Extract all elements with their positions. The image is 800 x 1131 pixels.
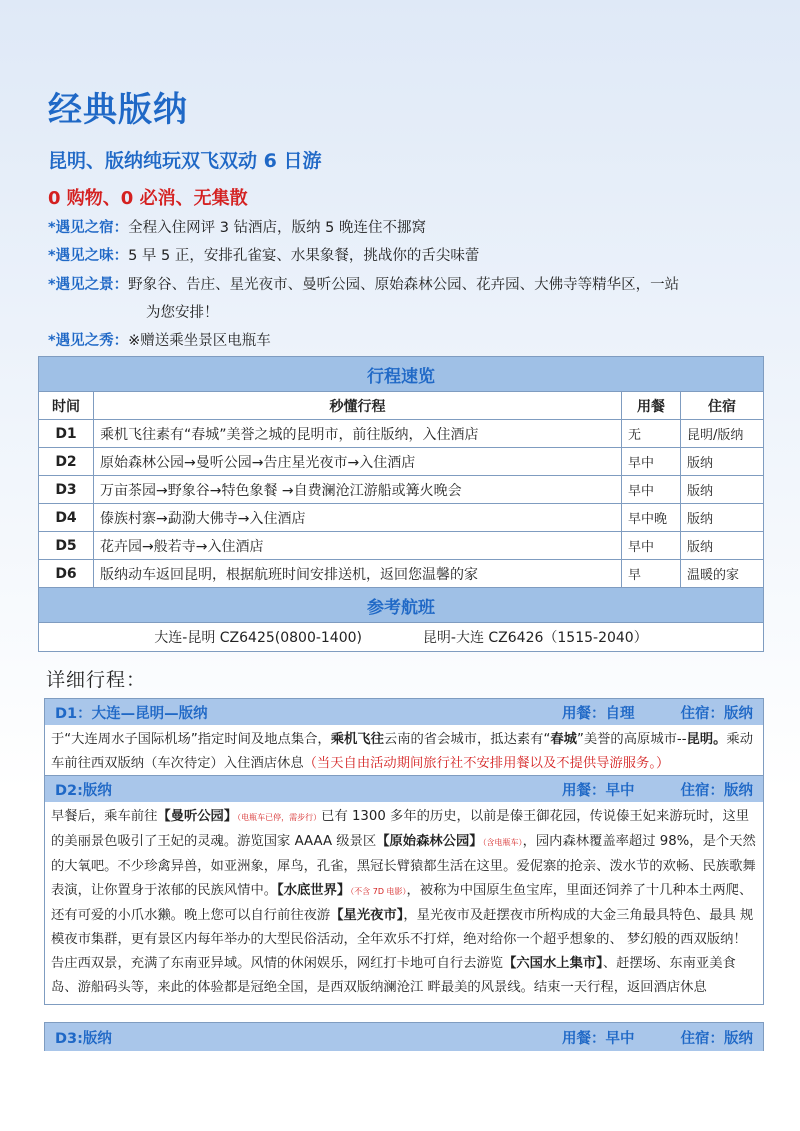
table-row	[39, 448, 764, 476]
row-day: D4	[39, 504, 94, 532]
text: ”美誉的高原城市--	[576, 732, 687, 747]
highlight-food	[48, 245, 768, 267]
highlight-stay	[48, 217, 768, 239]
row-route: 花卉园→般若寺→入住酒店	[94, 532, 622, 560]
note-text: （不含 7D 电影）	[350, 887, 407, 896]
flights-info	[39, 623, 764, 652]
row-route: 原始森林公园→曼听公园→告庄星光夜市→入住酒店	[94, 448, 622, 476]
row-stay: 版纳	[681, 476, 764, 504]
row-day: D1	[39, 420, 94, 448]
row-meal: 早中	[622, 476, 681, 504]
text-bold: 【水底世界】	[277, 883, 351, 898]
day-2-header	[45, 776, 763, 802]
highlight-text: 野象谷、告庄、星光夜市、曼听公园、原始森林公园、花卉园、大佛寺等精华区，一站	[128, 277, 680, 293]
table-row	[39, 532, 764, 560]
text-bold: 【曼听公园】	[157, 809, 238, 824]
day-stay: 住宿：版纳	[680, 705, 753, 722]
highlight-key: *遇见之味：	[48, 248, 129, 264]
row-stay: 昆明/版纳	[681, 420, 764, 448]
day-meal: 用餐：自理	[562, 705, 635, 722]
highlight-text: 5 早 5 正，安排孔雀宴、水果象餐，挑战你的舌尖味蕾	[128, 248, 480, 264]
row-meal: 早中	[622, 448, 681, 476]
flights-title: 参考航班	[39, 588, 764, 623]
row-route: 傣族村寨→勐泐大佛寺→入住酒店	[94, 504, 622, 532]
row-meal: 无	[622, 420, 681, 448]
text: 已有 1300 多年的历史，以前是傣王御花园，传说傣王妃来游玩时，这里的美丽景色吸引了王妃的灵魂。游览国家 AAAA 级景区	[51, 809, 750, 849]
row-stay: 版纳	[681, 532, 764, 560]
page-subtitle: 昆明、版纳纯玩双飞双动 6 日游	[48, 150, 322, 172]
day-3-header	[45, 1023, 763, 1051]
row-day: D3	[39, 476, 94, 504]
day-2-section	[44, 775, 764, 1005]
itinerary-table	[38, 356, 764, 652]
text: 、赶摆场、东南亚美食岛、游船码头等，来此的体验都是冠绝全国，是西双版纳澜沧江 畔最美的风景线。结束一天行程，返回酒店休息	[51, 956, 736, 995]
day-1-section	[44, 698, 764, 781]
row-meal: 早中	[622, 532, 681, 560]
col-time: 时间	[39, 392, 94, 420]
text: ，被称为中国原生鱼宝库，里面还饲养了十几种本土两爬、还有可爱的小爪水獭。晚上您可以自行前往夜游	[51, 883, 753, 923]
text: ，园内森林覆盖率超过 98%，是个天然的大氧吧。不少珍禽异兽，如亚洲象，犀鸟，孔雀，黑冠长臂猿都生活在这里。爱伲寨的抢亲、泼水节的欢畅、民族歌舞表演，让你置身于浓郁的民族风情中。	[51, 834, 756, 898]
text: 于“大连周水子国际机场”指定时间及地点集合，	[51, 732, 331, 747]
col-meal: 用餐	[622, 392, 681, 420]
text: 早餐后，乘车前往	[51, 809, 158, 824]
highlight-text: 全程入住网评 3 钻酒店，版纳 5 晚连住不挪窝	[128, 220, 426, 236]
highlight-text-continued: 为您安排！	[146, 305, 219, 321]
row-meal: 早	[622, 560, 681, 588]
note-text: （电瓶车已停，需步行）	[237, 813, 322, 822]
highlight-key: *遇见之秀：	[48, 333, 129, 349]
text-bold: 【星光夜市】	[330, 908, 404, 923]
page-title: 经典版纳	[48, 90, 188, 130]
text-bold: 昆明。	[686, 732, 727, 747]
day-2-description	[45, 802, 763, 1004]
day-meal: 用餐：早中	[562, 1030, 635, 1047]
flight-return: 昆明-大连 CZ6426（1515-2040）	[422, 630, 648, 646]
text-bold: 春城	[550, 732, 577, 747]
day-name: D2:版纳	[55, 782, 112, 799]
table-row	[39, 420, 764, 448]
text-bold: 乘机飞往	[330, 732, 384, 747]
row-stay: 温暖的家	[681, 560, 764, 588]
row-route: 乘机飞往素有“春城”美誉之城的昆明市，前往版纳，入住酒店	[94, 420, 622, 448]
col-route: 秒懂行程	[94, 392, 622, 420]
detail-title: 详细行程：	[46, 669, 147, 691]
day-3-section	[44, 1022, 764, 1051]
text: ，星光夜市及赶摆夜市所构成的大金三角最具特色、最具 规模夜市集群，更有景区内每年举办的大型民俗活动，全年欢乐不打烊，绝对给你一个超乎想象的、 梦幻般的西双版纳！告庄西双景，充满了东南亚异域。风情的休闲娱乐，网红打卡地可自行去游览	[51, 908, 754, 971]
text-bold: 【六国水上集市】	[503, 956, 603, 971]
day-meal: 用餐：早中	[562, 782, 635, 799]
row-day: D6	[39, 560, 94, 588]
text-bold: 【原始森林公园】	[376, 834, 483, 849]
row-stay: 版纳	[681, 504, 764, 532]
table-row	[39, 476, 764, 504]
text: 云南的省会城市，抵达素有“	[383, 732, 551, 747]
table-row	[39, 504, 764, 532]
itinerary-title: 行程速览	[39, 357, 764, 392]
row-route: 万亩茶园→野象谷→特色象餐 →自费澜沧江游船或篝火晚会	[94, 476, 622, 504]
day-stay: 住宿：版纳	[680, 1030, 753, 1047]
highlight-scenery	[48, 274, 768, 324]
day-stay: 住宿：版纳	[680, 782, 753, 799]
highlight-text: ※赠送乘坐景区电瓶车	[128, 333, 271, 349]
slogan: 0 购物、0 必消、无集散	[48, 188, 248, 209]
flight-outbound: 大连-昆明 CZ6425(0800-1400)	[154, 630, 362, 646]
row-meal: 早中晚	[622, 504, 681, 532]
day-name: D3:版纳	[55, 1030, 112, 1047]
row-day: D2	[39, 448, 94, 476]
col-stay: 住宿	[681, 392, 764, 420]
notice-text: （当天自由活动期间旅行社不安排用餐以及不提供导游服务。）	[303, 756, 670, 771]
highlight-key: *遇见之景：	[48, 277, 129, 293]
day-name: D1：大连—昆明—版纳	[55, 705, 208, 722]
row-route: 版纳动车返回昆明，根据航班时间安排送机，返回您温馨的家	[94, 560, 622, 588]
day-1-description	[45, 725, 763, 780]
row-day: D5	[39, 532, 94, 560]
highlight-key: *遇见之宿：	[48, 220, 129, 236]
note-text: （含电瓶车）	[482, 838, 523, 847]
day-1-header	[45, 699, 763, 725]
row-stay: 版纳	[681, 448, 764, 476]
highlight-show	[48, 330, 768, 352]
table-row	[39, 560, 764, 588]
text: 乘动车前往西双版纳（车次待定）入住酒店休息	[51, 732, 754, 771]
